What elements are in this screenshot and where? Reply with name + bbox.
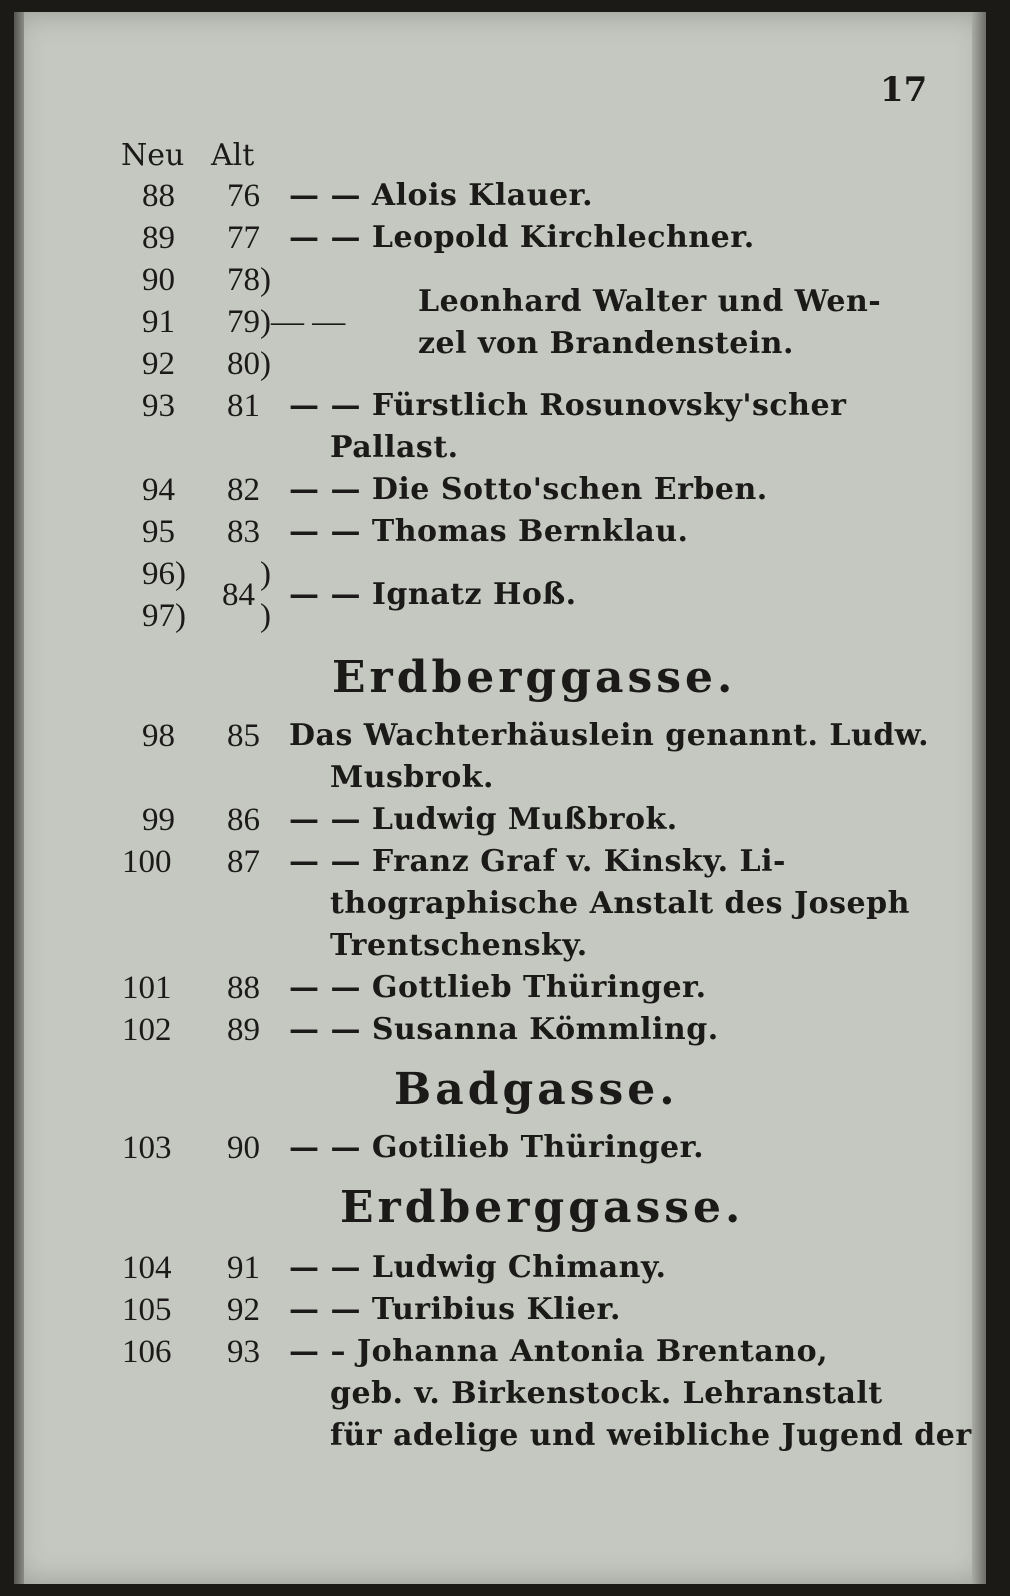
entry-text: Das Wachterhäuslein genannt. Ludw.: [289, 718, 930, 753]
entry-neu: 91: [142, 304, 175, 340]
entry-alt: 92: [227, 1292, 260, 1328]
book-spine: [14, 12, 24, 1584]
entry-text: — — Ignatz Hoß.: [289, 577, 577, 612]
entry-alt: 76: [227, 178, 260, 214]
entry-text-continuation: geb. v. Birkenstock. Lehranstalt: [330, 1376, 883, 1411]
entry-text: — — Ludwig Mußbrok.: [289, 802, 678, 837]
entry-alt: 85: [227, 718, 260, 754]
entry-neu: 102: [122, 1012, 172, 1048]
entry-alt: 91: [227, 1250, 260, 1286]
entry-neu: 98: [142, 718, 175, 754]
entry-neu: 89: [142, 220, 175, 256]
entry-text: — — Die Sotto'schen Erben.: [289, 472, 768, 507]
entry-alt: 82: [227, 472, 260, 508]
entry-text: — – Johanna Antonia Brentano,: [289, 1334, 829, 1369]
entry-text: — — Franz Graf v. Kinsky. Li-: [289, 844, 786, 879]
entry-alt: 78): [227, 262, 271, 298]
entry-text: — — Turibius Klier.: [289, 1292, 621, 1327]
entry-neu: 103: [122, 1130, 172, 1166]
entry-text-continuation: thographische Anstalt des Joseph: [330, 886, 910, 921]
entry-alt: 90: [227, 1130, 260, 1166]
street-heading: Erdberggasse.: [340, 1182, 745, 1233]
entry-neu: 99: [142, 802, 175, 838]
entry-text: — — Susanna Kömmling.: [289, 1012, 719, 1047]
entry-neu: 95: [142, 514, 175, 550]
entry-neu: 105: [122, 1292, 172, 1328]
entry-neu: 96): [142, 556, 186, 592]
entry-neu: 104: [122, 1250, 172, 1286]
brace: ): [260, 556, 271, 592]
entry-alt: 87: [227, 844, 260, 880]
entry-text: — — Ludwig Chimany.: [289, 1250, 667, 1285]
entry-neu: 88: [142, 178, 175, 214]
entry-text: — — Leopold Kirchlechner.: [289, 220, 755, 255]
entry-alt: 83: [227, 514, 260, 550]
entry-alt: 93: [227, 1334, 260, 1370]
column-header-neu: Neu: [121, 138, 185, 173]
entry-text: — — Gotilieb Thüringer.: [289, 1130, 705, 1165]
book-page: [14, 12, 986, 1584]
page-number: 17: [880, 70, 928, 110]
street-heading: Badgasse.: [394, 1064, 679, 1115]
entry-text-continuation: zel von Brandenstein.: [418, 326, 794, 361]
entry-text: — — Fürstlich Rosunovsky'scher: [289, 388, 847, 423]
entry-alt: 84: [222, 577, 255, 613]
entry-text: — — Gottlieb Thüringer.: [289, 970, 707, 1005]
entry-neu: 97): [142, 598, 186, 634]
entry-neu: 100: [122, 844, 172, 880]
entry-alt: 86: [227, 802, 260, 838]
entry-alt: 81: [227, 388, 260, 424]
entry-text-continuation: Pallast.: [330, 430, 459, 465]
entry-alt: 88: [227, 970, 260, 1006]
entry-neu: 94: [142, 472, 175, 508]
entry-alt: 89: [227, 1012, 260, 1048]
entry-neu: 93: [142, 388, 175, 424]
entry-neu: 92: [142, 346, 175, 382]
entry-text-continuation: für adelige und weibliche Jugend der: [330, 1418, 972, 1453]
entry-alt: 80): [227, 346, 271, 382]
entry-neu: 106: [122, 1334, 172, 1370]
entry-text-continuation: Trentschensky.: [330, 928, 588, 963]
page-edge: [972, 12, 986, 1584]
entry-text-continuation: Musbrok.: [330, 760, 494, 795]
brace: ): [260, 598, 271, 634]
entry-alt: 77: [227, 220, 260, 256]
entry-neu: 90: [142, 262, 175, 298]
entry-alt: 79)— —: [227, 304, 346, 340]
column-header-alt: Alt: [211, 138, 255, 173]
street-heading: Erdberggasse.: [332, 652, 737, 703]
entry-neu: 101: [122, 970, 172, 1006]
entry-text: — — Thomas Bernklau.: [289, 514, 689, 549]
entry-text: — — Alois Klauer.: [289, 178, 594, 213]
entry-text: Leonhard Walter und Wen-: [418, 284, 882, 319]
